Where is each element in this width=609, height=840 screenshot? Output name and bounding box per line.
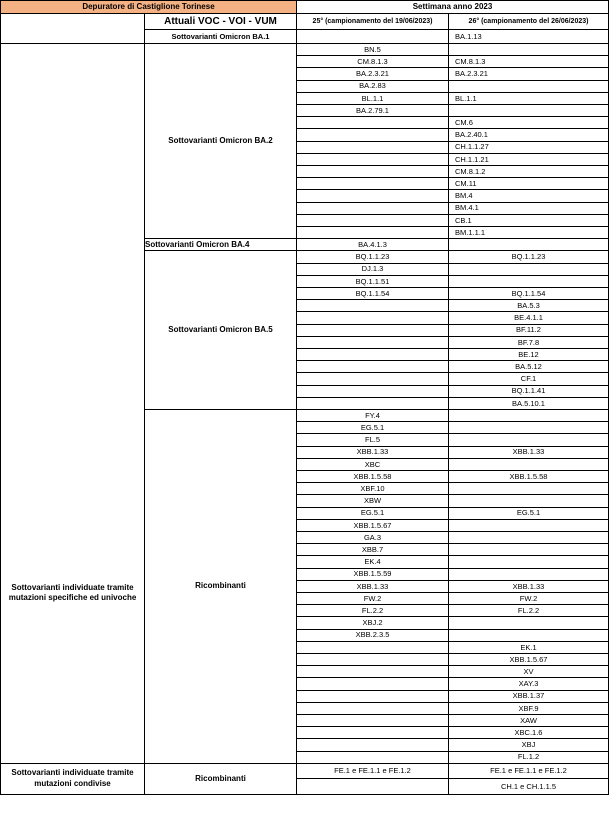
table-row-w26: CH.1.1.21 <box>449 154 609 166</box>
table-row-w26: BA.1.13 <box>449 30 609 44</box>
table-row-w26: XAY.3 <box>449 678 609 690</box>
group-ba4: Sottovarianti Omicron BA.4 <box>145 239 297 251</box>
table-row-w26: EG.5.1 <box>449 508 609 520</box>
table-row-w25: FE.1 e FE.1.1 e FE.1.2 <box>297 764 449 780</box>
table-row-w26: XBB.1.5.58 <box>449 471 609 483</box>
table-row-w25 <box>297 642 449 654</box>
corner-cell <box>0 14 145 44</box>
table-row-w26: BA.5.10.1 <box>449 398 609 410</box>
table-row-w25: FL.2.2 <box>297 605 449 617</box>
table-row-w26 <box>449 276 609 288</box>
table-row-w25: XBB.1.5.67 <box>297 520 449 532</box>
table-row-w26 <box>449 617 609 629</box>
table-row-w25 <box>297 30 449 44</box>
table-row-w26 <box>449 44 609 56</box>
table-row-w25 <box>297 227 449 239</box>
table-row-w26 <box>449 630 609 642</box>
table-row-w25: BL.1.1 <box>297 93 449 105</box>
table-row-w25 <box>297 654 449 666</box>
table-row-w26: CH.1 e CH.1.1.5 <box>449 779 609 795</box>
table-row-w25 <box>297 349 449 361</box>
table-row-w25 <box>297 752 449 764</box>
table-row-w25 <box>297 154 449 166</box>
table-row-w26: BA.2.3.21 <box>449 68 609 80</box>
table-row-w25 <box>297 203 449 215</box>
table-row-w26: CB.1 <box>449 215 609 227</box>
table-row-w25: EG.5.1 <box>297 422 449 434</box>
table-row-w26: CM.8.1.3 <box>449 56 609 68</box>
table-row-w25 <box>297 373 449 385</box>
table-row-w25: XBB.7 <box>297 544 449 556</box>
table-row-w26: XV <box>449 666 609 678</box>
table-row-w26: BA.5.3 <box>449 300 609 312</box>
table-row-w26: XBB.1.33 <box>449 447 609 459</box>
week25-header: 25° (campionamento del 19/06/2023) <box>297 14 449 30</box>
table-row-w25 <box>297 678 449 690</box>
table-row-w26 <box>449 483 609 495</box>
table-row-w26: BE.12 <box>449 349 609 361</box>
table-row-w26: FL.2.2 <box>449 605 609 617</box>
table-row-w25: FY.4 <box>297 410 449 422</box>
table-row-w26 <box>449 105 609 117</box>
table-row-w25: BQ.1.1.51 <box>297 276 449 288</box>
table-row-w26: BA.5.12 <box>449 361 609 373</box>
table-row-w26 <box>449 410 609 422</box>
table-title: Depuratore di Castiglione Torinese <box>0 0 297 14</box>
table-row-w25: BA.2.3.21 <box>297 68 449 80</box>
table-row-w26 <box>449 459 609 471</box>
table-row-w26 <box>449 264 609 276</box>
table-row-w26: BF.7.8 <box>449 337 609 349</box>
table-row-w26 <box>449 434 609 446</box>
group-ba1: Sottovarianti Omicron BA.1 <box>145 30 297 44</box>
category-shared: Sottovarianti individuate tramite mutazioni condivise <box>0 764 145 795</box>
table-row-w25 <box>297 703 449 715</box>
table-row-w26 <box>449 495 609 507</box>
table-row-w26: BQ.1.1.54 <box>449 288 609 300</box>
table-row-w26: FE.1 e FE.1.1 e FE.1.2 <box>449 764 609 780</box>
table-row-w25 <box>297 666 449 678</box>
table-row-w25: XBJ.2 <box>297 617 449 629</box>
table-row-w26: CM.11 <box>449 178 609 190</box>
table-row-w25 <box>297 166 449 178</box>
table-row-w25 <box>297 739 449 751</box>
table-row-w26: BA.2.40.1 <box>449 129 609 141</box>
table-row-w25 <box>297 300 449 312</box>
group-rec-shared: Ricombinanti <box>145 764 297 795</box>
table-row-w25: XBF.10 <box>297 483 449 495</box>
table-row-w26: BQ.1.1.41 <box>449 386 609 398</box>
table-row-w26: XAW <box>449 715 609 727</box>
table-row-w25 <box>297 142 449 154</box>
group-ba2: Sottovarianti Omicron BA.2 <box>145 44 297 239</box>
table-row-w26: CM.8.1.2 <box>449 166 609 178</box>
table-row-w26: BL.1.1 <box>449 93 609 105</box>
table-row-w25 <box>297 215 449 227</box>
table-row-w25: BA.2.83 <box>297 81 449 93</box>
category-specific: Sottovarianti individuate tramite mutazioni specifiche ed univoche <box>0 44 145 764</box>
group-ba5: Sottovarianti Omicron BA.5 <box>145 251 297 410</box>
table-row-w26: XBB.1.5.67 <box>449 654 609 666</box>
table-row-w25 <box>297 325 449 337</box>
table-row-w26 <box>449 556 609 568</box>
table-row-w25 <box>297 337 449 349</box>
table-row-w25 <box>297 361 449 373</box>
table-row-w26 <box>449 520 609 532</box>
table-row-w26: BQ.1.1.23 <box>449 251 609 263</box>
table-row-w25: CM.8.1.3 <box>297 56 449 68</box>
table-row-w26: CF.1 <box>449 373 609 385</box>
table-row-w26: BE.4.1.1 <box>449 312 609 324</box>
table-row-w26: BM.1.1.1 <box>449 227 609 239</box>
table-row-w25 <box>297 386 449 398</box>
table-row-w25: EK.4 <box>297 556 449 568</box>
table-row-w26: BM.4.1 <box>449 203 609 215</box>
table-row-w25 <box>297 779 449 795</box>
table-row-w26: BM.4 <box>449 190 609 202</box>
table-row-w26 <box>449 422 609 434</box>
table-row-w25 <box>297 129 449 141</box>
table-row-w25: BQ.1.1.54 <box>297 288 449 300</box>
table-row-w25: XBC <box>297 459 449 471</box>
table-row-w25: BA.4.1.3 <box>297 239 449 251</box>
week-header: Settimana anno 2023 <box>297 0 609 14</box>
table-row-w26: CM.6 <box>449 117 609 129</box>
table-row-w25: XBB.1.5.59 <box>297 569 449 581</box>
table-row-w25: FL.5 <box>297 434 449 446</box>
table-row-w26: FL.1.2 <box>449 752 609 764</box>
table-row-w25: XBW <box>297 495 449 507</box>
table-row-w26: EK.1 <box>449 642 609 654</box>
table-row-w26 <box>449 239 609 251</box>
table-row-w26 <box>449 532 609 544</box>
table-row-w26 <box>449 544 609 556</box>
table-row-w25: FW.2 <box>297 593 449 605</box>
table-row-w25 <box>297 117 449 129</box>
table-row-w26: XBF.9 <box>449 703 609 715</box>
table-row-w25: EG.5.1 <box>297 508 449 520</box>
table-row-w26: XBB.1.33 <box>449 581 609 593</box>
week26-header: 26° (campionamento del 26/06/2023) <box>449 14 609 30</box>
column-title: Attuali VOC - VOI - VUM <box>145 14 297 30</box>
table-row-w26 <box>449 81 609 93</box>
table-row-w25: XBB.1.33 <box>297 581 449 593</box>
table-row-w26: CH.1.1.27 <box>449 142 609 154</box>
table-row-w26: FW.2 <box>449 593 609 605</box>
table-row-w25 <box>297 190 449 202</box>
table-row-w26 <box>449 569 609 581</box>
table-row-w26: XBC.1.6 <box>449 727 609 739</box>
table-row-w25 <box>297 715 449 727</box>
table-row-w25: XBB.1.33 <box>297 447 449 459</box>
table-row-w25: BA.2.79.1 <box>297 105 449 117</box>
table-row-w25: GA.3 <box>297 532 449 544</box>
table-row-w26: XBJ <box>449 739 609 751</box>
table-row-w25: XBB.2.3.5 <box>297 630 449 642</box>
table-row-w25: DJ.1.3 <box>297 264 449 276</box>
table-row-w25 <box>297 398 449 410</box>
table-row-w25: BQ.1.1.23 <box>297 251 449 263</box>
table-row-w25 <box>297 691 449 703</box>
table-row-w25 <box>297 312 449 324</box>
group-rec: Ricombinanti <box>145 410 297 764</box>
table-row-w26: BF.11.2 <box>449 325 609 337</box>
table-row-w25 <box>297 178 449 190</box>
table-row-w25: XBB.1.5.58 <box>297 471 449 483</box>
table-row-w25: BN.5 <box>297 44 449 56</box>
table-row-w25 <box>297 727 449 739</box>
table-row-w26: XBB.1.37 <box>449 691 609 703</box>
